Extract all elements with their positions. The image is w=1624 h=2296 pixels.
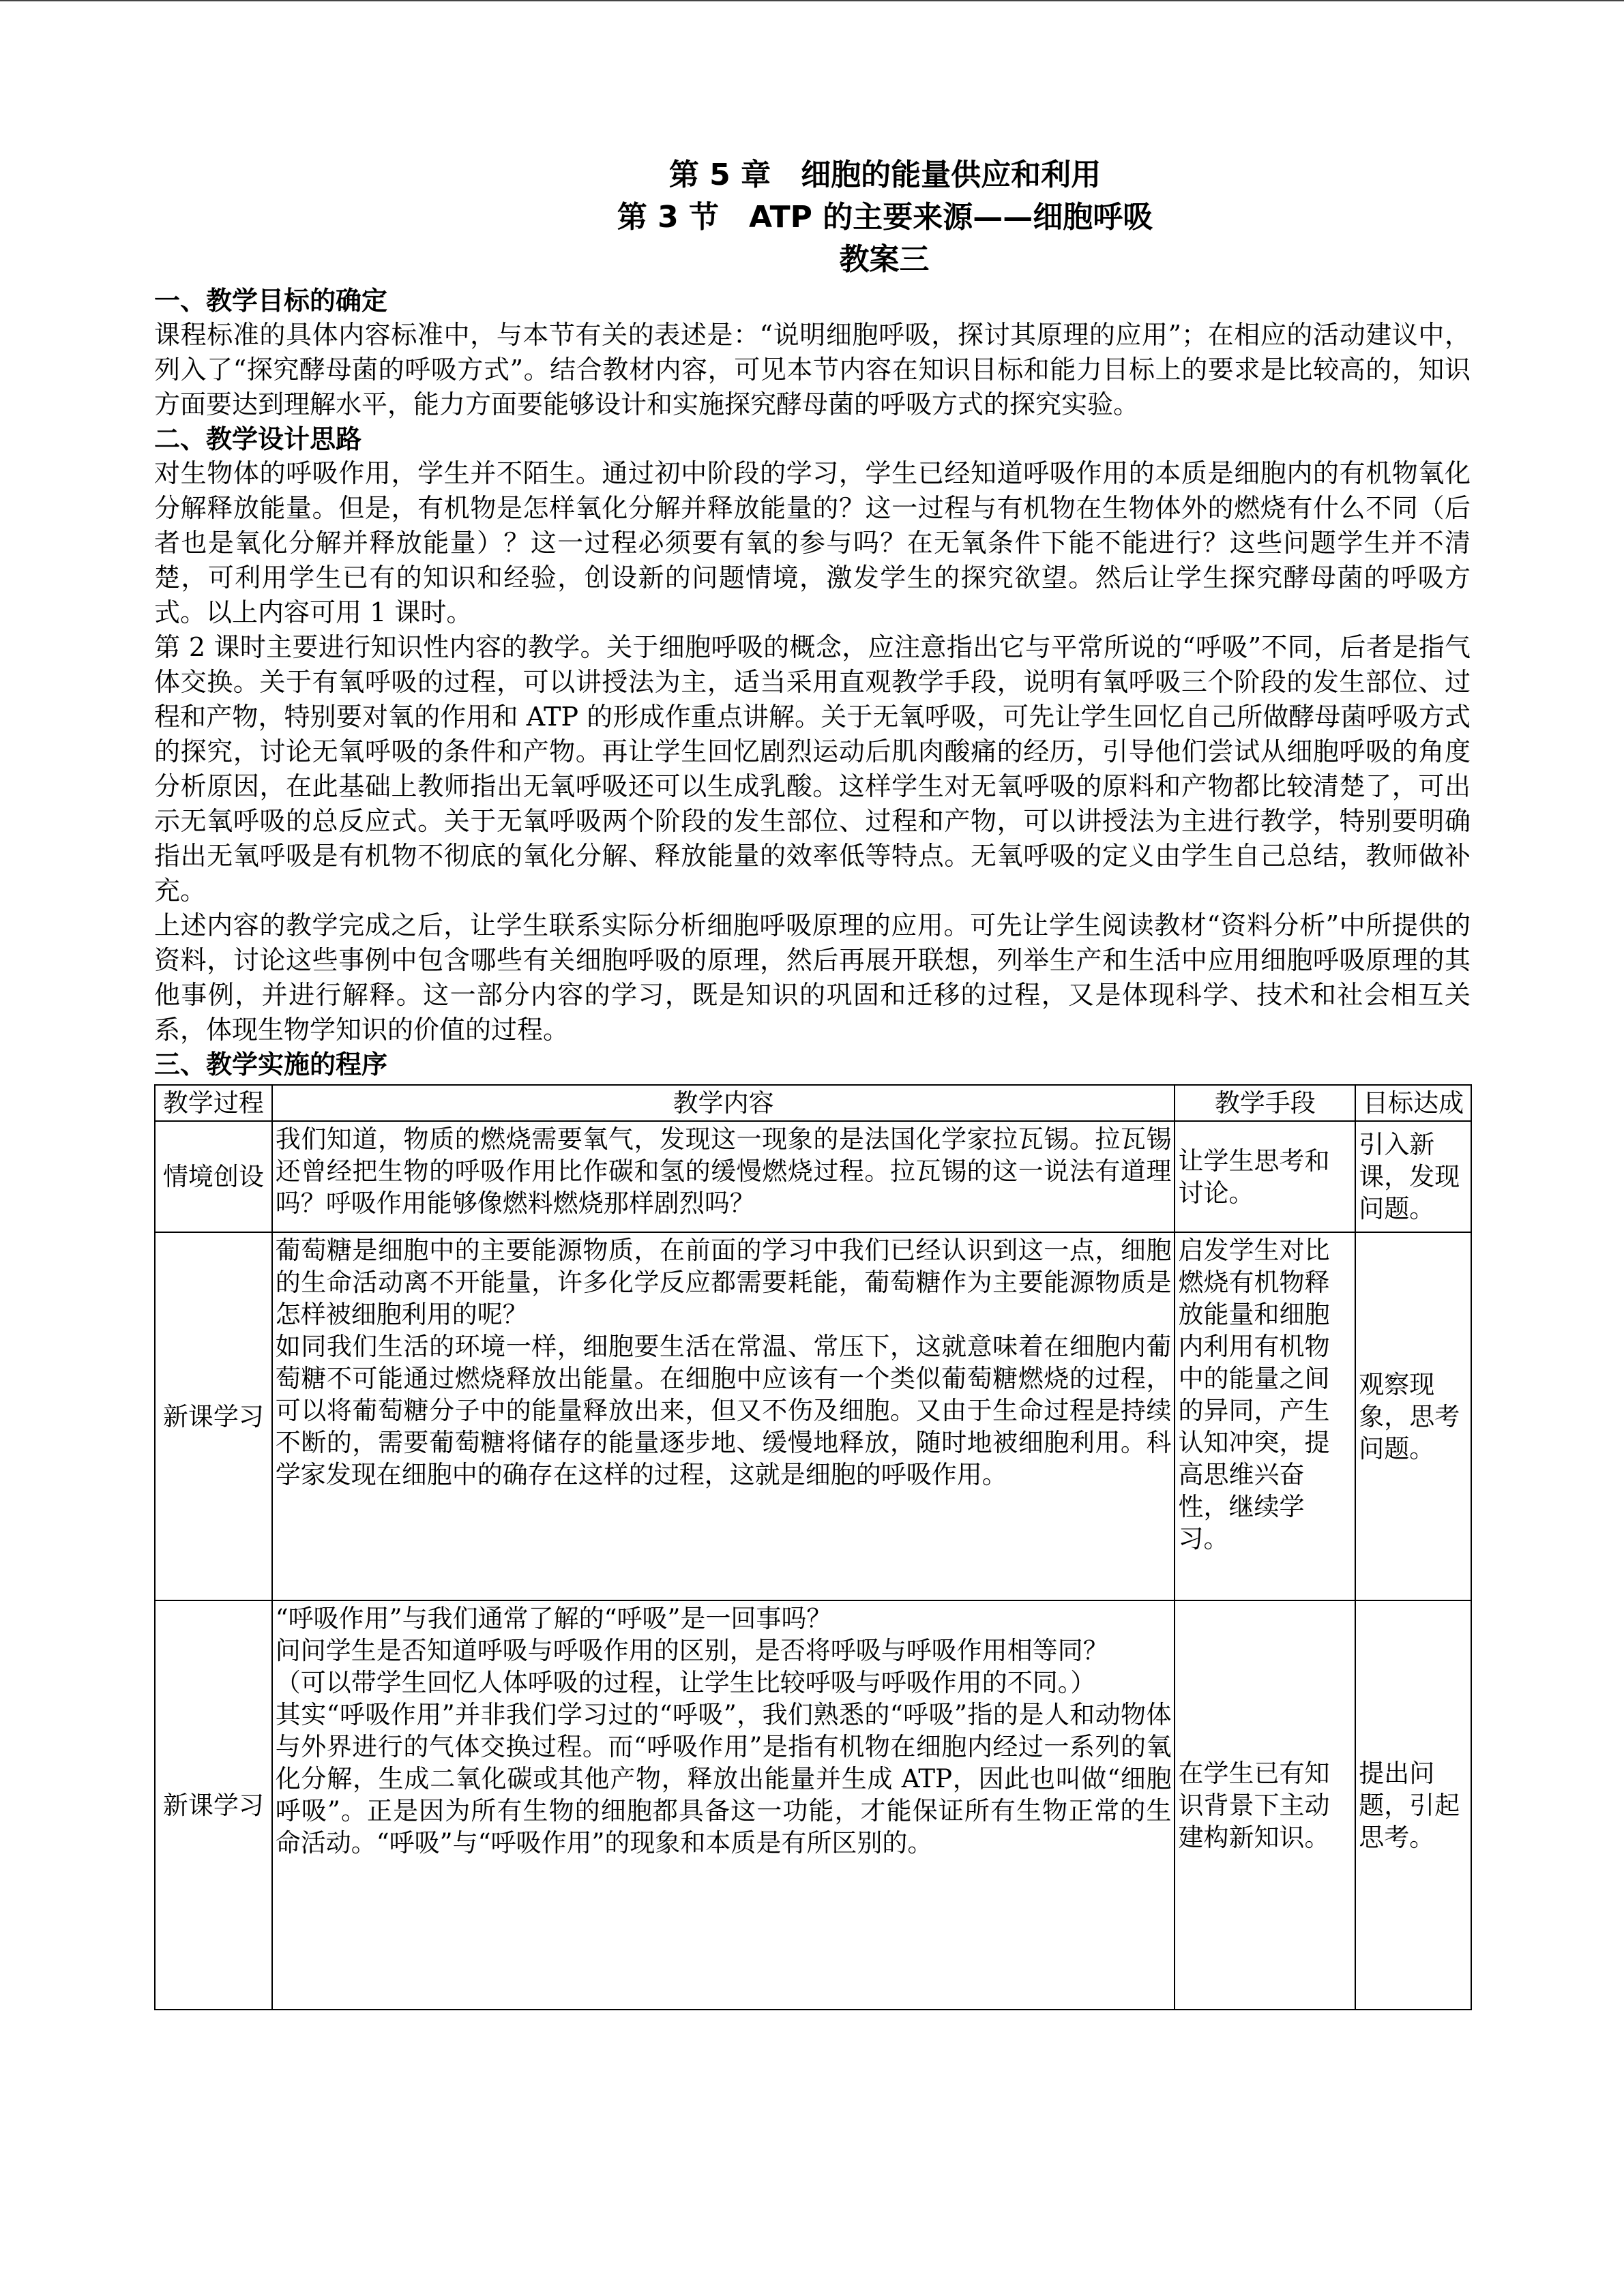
- section-title: 第 3 节 ATP 的主要来源——细胞呼吸: [617, 200, 1153, 235]
- content-paragraph: （可以带学生回忆人体呼吸的过程，让学生比较呼吸与呼吸作用的不同。）: [275, 1668, 1096, 1697]
- content-paragraph: 我们知道，物质的燃烧需要氧气，发现这一现象的是法国化学家拉瓦锡。拉瓦锡还曾经把生物的呼吸作用比作碳和氢的缓慢燃烧过程。拉瓦锡的这一说法有道理吗？呼吸作用能够像燃料燃烧那样剧烈吗？: [275, 1124, 1172, 1218]
- content-paragraph: 问问学生是否知道呼吸与呼吸作用的区别，是否将呼吸与呼吸作用相等同？: [275, 1636, 1108, 1665]
- goals-paragraph: 课程标准的具体内容标准中，与本节有关的表述是：“说明细胞呼吸，探讨其原理的应用”；在相应的活动建议中，列入了“探究酵母菌的呼吸方式”。结合教材内容，可见本节内容在知识目标和能力目标上的要求是比较高的，知识方面要达到理解水平，能力方面要能够设计和实施探究酵母菌的呼吸方式的探究实验。: [154, 320, 1471, 419]
- row-goal: 提出问题，引起思考。: [1355, 1600, 1471, 2010]
- row-means: 让学生思考和讨论。: [1175, 1121, 1355, 1232]
- content-paragraph: “呼吸作用”与我们通常了解的“呼吸”是一回事吗？: [275, 1604, 832, 1633]
- row-means: 在学生已有知识背景下主动建构新知识。: [1175, 1600, 1355, 2010]
- row-goal: 引入新课，发现问题。: [1355, 1121, 1471, 1232]
- content-paragraph: 其实“呼吸作用”并非我们学习过的“呼吸”，我们熟悉的“呼吸”指的是人和动物体与外界进行的气体交换过程。而“呼吸作用”是指有机物在细胞内经过一系列的氧化分解，生成二氧化碳或其他产物，释放出能量并生成 ATP，因此也叫做“细胞呼吸”。正是因为所有生物的细胞都具备这一功能，才能保证所有生物正常的生命活动。“呼吸”与“呼吸作用”的现象和本质是有所区别的。: [275, 1700, 1172, 1858]
- row-stage: 情境创设: [155, 1121, 272, 1232]
- chapter-title: 第 5 章 细胞的能量供应和利用: [668, 158, 1102, 192]
- header-means: 教学手段: [1175, 1085, 1355, 1121]
- design-paragraph-3: 上述内容的教学完成之后，让学生联系实际分析细胞呼吸原理的应用。可先让学生阅读教材“资料分析”中所提供的资料，讨论这些事例中包含哪些有关细胞呼吸的原理，然后再展开联想，列举生产和生活中应用细胞呼吸原理的其他事例，并进行解释。这一部分内容的学习，既是知识的巩固和迁移的过程，又是体现科学、技术和社会相互关系，体现生物学知识的价值的过程。: [154, 910, 1471, 1045]
- row-means: 启发学生对比燃烧有机物释放能量和细胞内利用有机物中的能量之间的异同，产生认知冲突，提高思维兴奋性，继续学习。: [1175, 1232, 1355, 1600]
- section-heading-procedure: 三、教学实施的程序: [154, 1049, 388, 1079]
- plan-title: 教案三: [839, 242, 930, 277]
- row-stage: 新课学习: [155, 1232, 272, 1600]
- header-content: 教学内容: [272, 1085, 1175, 1121]
- design-paragraph-1: 对生物体的呼吸作用，学生并不陌生。通过初中阶段的学习，学生已经知道呼吸作用的本质是细胞内的有机物氧化分解释放能量。但是，有机物是怎样氧化分解并释放能量的？这一过程与有机物在生物体外的燃烧有什么不同（后者也是氧化分解并释放能量）？这一过程必须要有氧的参与吗？在无氧条件下能不能进行？这些问题学生并不清楚，可利用学生已有的知识和经验，创设新的问题情境，激发学生的探究欲望。然后让学生探究酵母菌的呼吸方式。以上内容可用 1 课时。: [154, 458, 1471, 627]
- header-stage: 教学过程: [155, 1085, 272, 1121]
- lesson-procedure-table: [154, 1084, 1472, 2010]
- title-block: [0, 154, 1624, 281]
- document-body: [154, 284, 1471, 2010]
- section-heading-design: 二、教学设计思路: [154, 424, 362, 454]
- table-header-row: [155, 1085, 1471, 1121]
- content-paragraph: 葡萄糖是细胞中的主要能源物质，在前面的学习中我们已经认识到这一点，细胞的生命活动离不开能量，许多化学反应都需要耗能，葡萄糖作为主要能源物质是怎样被细胞利用的呢？: [275, 1236, 1172, 1329]
- row-content: [272, 1121, 1175, 1232]
- section-heading-goals: 一、教学目标的确定: [154, 286, 388, 316]
- row-content: [272, 1600, 1175, 2010]
- design-paragraph-2: 第 2 课时主要进行知识性内容的教学。关于细胞呼吸的概念，应注意指出它与平常所说的“呼吸”不同，后者是指气体交换。关于有氧呼吸的过程，可以讲授法为主，适当采用直观教学手段，说明有氧呼吸三个阶段的发生部位、过程和产物，特别要对氧的作用和 ATP 的形成作重点讲解。关于无氧呼吸，可先让学生回忆自己所做酵母菌呼吸方式的探究，讨论无氧呼吸的条件和产物。再让学生回忆剧烈运动后肌肉酸痛的经历，引导他们尝试从细胞呼吸的角度分析原因，在此基础上教师指出无氧呼吸还可以生成乳酸。这样学生对无氧呼吸的原料和产物都比较清楚了，可出示无氧呼吸的总反应式。关于无氧呼吸两个阶段的发生部位、过程和产物，可以讲授法为主进行教学，特别要明确指出无氧呼吸是有机物不彻底的氧化分解、释放能量的效率低等特点。无氧呼吸的定义由学生自己总结，教师做补充。: [154, 632, 1471, 906]
- row-content: [272, 1232, 1175, 1600]
- row-goal: 观察现象，思考问题。: [1355, 1232, 1471, 1600]
- table-row: [155, 1232, 1471, 1600]
- table-row: [155, 1600, 1471, 2010]
- row-stage: 新课学习: [155, 1600, 272, 2010]
- header-goal: 目标达成: [1355, 1085, 1471, 1121]
- table-row: [155, 1121, 1471, 1232]
- content-paragraph: 如同我们生活的环境一样，细胞要生活在常温、常压下，这就意味着在细胞内葡萄糖不可能通过燃烧释放出能量。在细胞中应该有一个类似葡萄糖燃烧的过程，可以将葡萄糖分子中的能量释放出来，但又不伤及细胞。又由于生命过程是持续不断的，需要葡萄糖将储存的能量逐步地、缓慢地释放，随时地被细胞利用。科学家发现在细胞中的确存在这样的过程，这就是细胞的呼吸作用。: [275, 1332, 1172, 1489]
